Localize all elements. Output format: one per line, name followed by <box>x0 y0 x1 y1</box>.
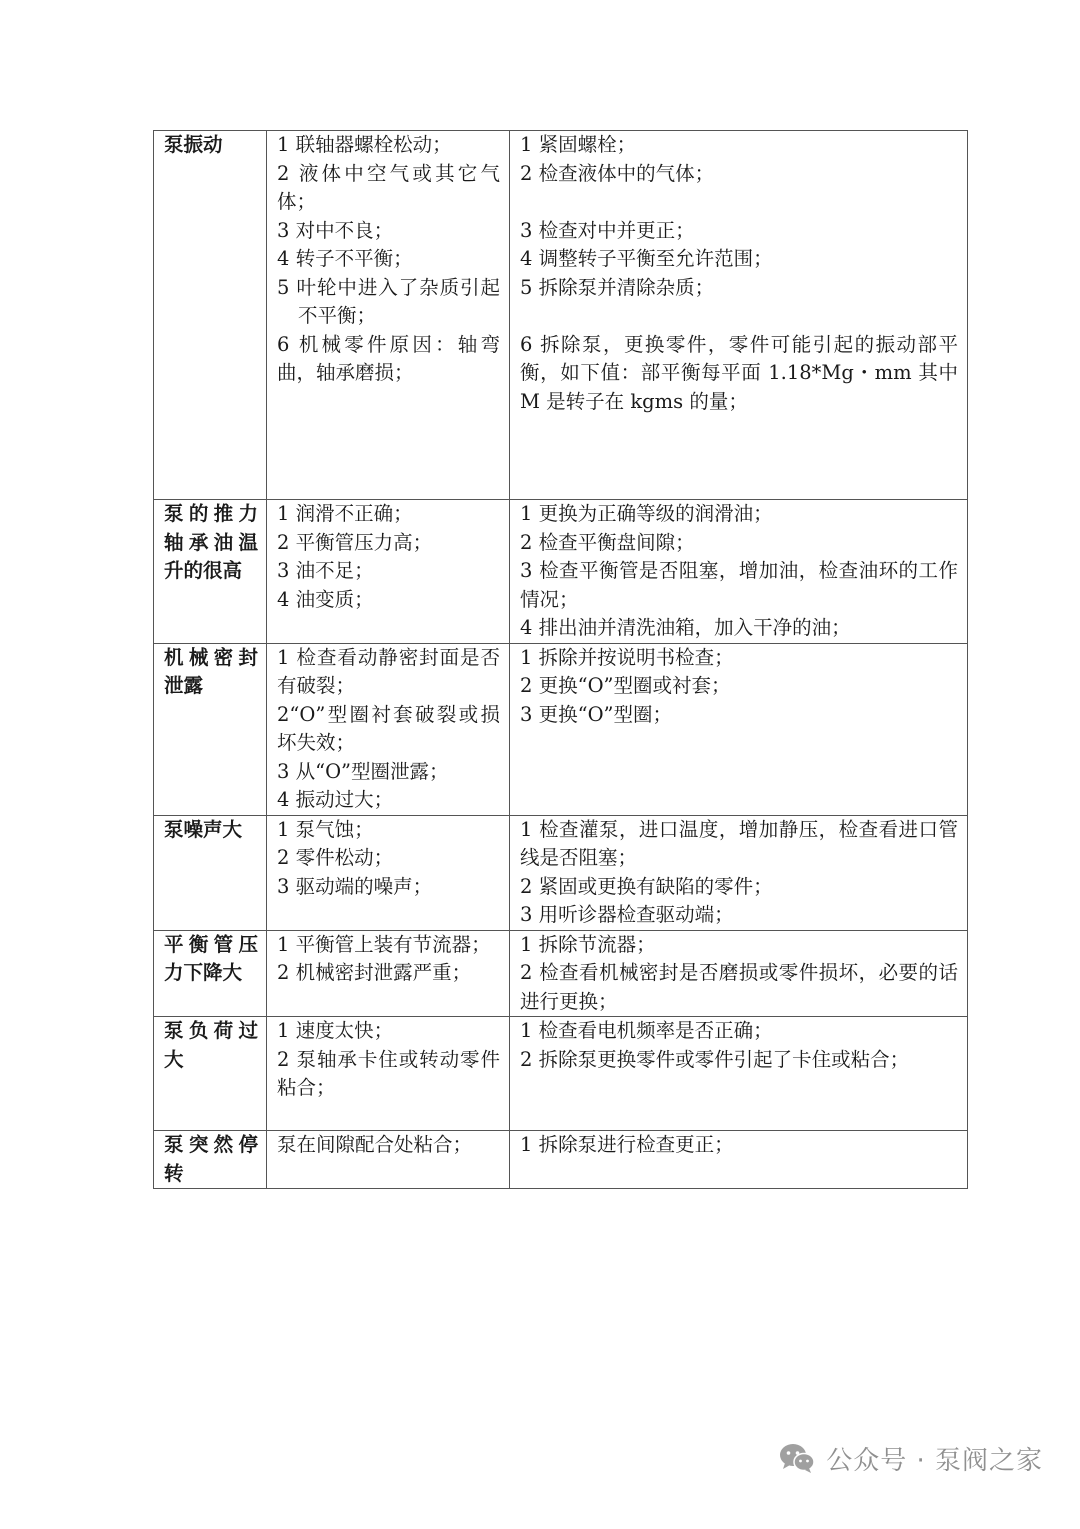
action-item: 1 拆除节流器； <box>520 932 656 956</box>
watermark-text: 公众号 · 泵阀之家 <box>826 1445 1043 1476</box>
cause-cell <box>267 815 510 930</box>
action-item: 5 拆除泵并清除杂质； <box>520 275 715 299</box>
action-item: 2 检查平衡盘间隙； <box>520 530 695 554</box>
cause-item: 2“O”型圈衬套破裂或损坏失效； <box>277 702 500 754</box>
cause-item: 2 零件松动； <box>277 846 394 869</box>
cause-item: 2 泵轴承卡住或转动零件粘合； <box>277 1047 500 1099</box>
cause-cell <box>267 930 510 1017</box>
action-item: 1 拆除并按说明书检查； <box>520 645 734 669</box>
action-item: 4 调整转子平衡至允许范围； <box>520 247 773 270</box>
cause-cell <box>267 131 510 500</box>
cause-item: 2 机械密封泄露严重； <box>277 961 472 984</box>
action-cell <box>510 815 968 930</box>
fault-cell: 泵突然停转 <box>154 1131 267 1189</box>
table-row <box>154 500 968 644</box>
cause-cell <box>267 643 510 815</box>
wechat-icon <box>778 1441 816 1475</box>
cause-item: 1 联轴器螺栓松动； <box>277 133 452 156</box>
table-row <box>154 643 968 815</box>
action-item: 1 更换为正确等级的润滑油； <box>520 502 773 525</box>
action-item <box>520 302 958 331</box>
action-item: 3 检查对中并更正； <box>520 218 695 242</box>
fault-cell: 泵振动 <box>154 131 267 500</box>
cause-item: 4 转子不平衡； <box>277 247 413 270</box>
fault-cell: 泵的推力轴承油温升的很高 <box>154 500 267 644</box>
action-cell <box>510 643 968 815</box>
fault-cell: 泵负荷过大 <box>154 1017 267 1131</box>
action-item: 2 拆除泵更换零件或零件引起了卡住或粘合； <box>520 1047 910 1071</box>
action-cell <box>510 1017 968 1131</box>
cause-item: 4 油变质； <box>277 587 374 611</box>
fault-cell: 机械密封泄露 <box>154 643 267 815</box>
cause-item: 3 对中不良； <box>277 218 394 242</box>
action-item: 1 检查看电机频率是否正确； <box>520 1019 773 1042</box>
cause-item: 泵在间隙配合处粘合； <box>277 1133 473 1156</box>
cause-item: 3 油不足； <box>277 559 374 582</box>
action-item: 3 检查平衡管是否阻塞，增加油，检查油环的工作情况； <box>520 559 958 611</box>
action-item: 1 检查灌泵，进口温度，增加静压，检查看进口管线是否阻塞； <box>520 817 958 869</box>
cause-cell <box>267 1131 510 1189</box>
table-row <box>154 1017 968 1131</box>
action-item: 3 用听诊器检查驱动端； <box>520 903 734 926</box>
action-item: 1 拆除泵进行检查更正； <box>520 1133 734 1156</box>
action-cell <box>510 930 968 1017</box>
action-item <box>520 188 958 217</box>
cause-item: 2 液体中空气或其它气体； <box>277 161 500 213</box>
cause-item: 5 叶轮中进入了杂质引起不平衡； <box>277 275 500 327</box>
table-body <box>154 131 968 1189</box>
fault-cell: 泵噪声大 <box>154 815 267 930</box>
table-row <box>154 131 968 500</box>
action-item: 2 紧固或更换有缺陷的零件； <box>520 874 773 898</box>
action-item: 3 更换“O”型圈； <box>520 702 673 726</box>
troubleshooting-table <box>153 130 968 1189</box>
cause-item: 3 驱动端的噪声； <box>277 874 433 898</box>
cause-item: 1 润滑不正确； <box>277 502 413 525</box>
cause-item: 1 速度太快； <box>277 1019 394 1042</box>
action-cell <box>510 500 968 644</box>
cause-item: 6 机械零件原因：轴弯曲，轴承磨损； <box>277 332 500 384</box>
cause-item: 1 平衡管上装有节流器； <box>277 932 491 956</box>
cause-item: 3 从“O”型圈泄露； <box>277 759 449 783</box>
action-item: 1 紧固螺栓； <box>520 133 637 156</box>
cause-item: 4 振动过大； <box>277 788 394 811</box>
action-cell <box>510 131 968 500</box>
action-cell <box>510 1131 968 1189</box>
cause-item: 2 平衡管压力高； <box>277 530 433 554</box>
table-row <box>154 815 968 930</box>
action-item: 4 排出油并清洗油箱，加入干净的油； <box>520 616 851 639</box>
action-item: 6 拆除泵，更换零件，零件可能引起的振动部平衡，如下值：部平衡每平面 1.18*Mg・mm 其中 M 是转子在 kgms 的量； <box>520 332 958 413</box>
fault-cell: 平衡管压力下降大 <box>154 930 267 1017</box>
action-item: 2 检查液体中的气体； <box>520 161 715 185</box>
cause-item: 1 检查看动静密封面是否有破裂； <box>277 645 500 697</box>
watermark <box>778 1438 1043 1478</box>
table-row <box>154 1131 968 1189</box>
action-item: 2 检查看机械密封是否磨损或零件损坏，必要的话进行更换； <box>520 961 958 1013</box>
cause-cell <box>267 1017 510 1131</box>
cause-item: 1 泵气蚀； <box>277 817 374 841</box>
cause-cell <box>267 500 510 644</box>
table-row <box>154 930 968 1017</box>
action-item: 2 更换“O”型圈或衬套； <box>520 674 731 697</box>
